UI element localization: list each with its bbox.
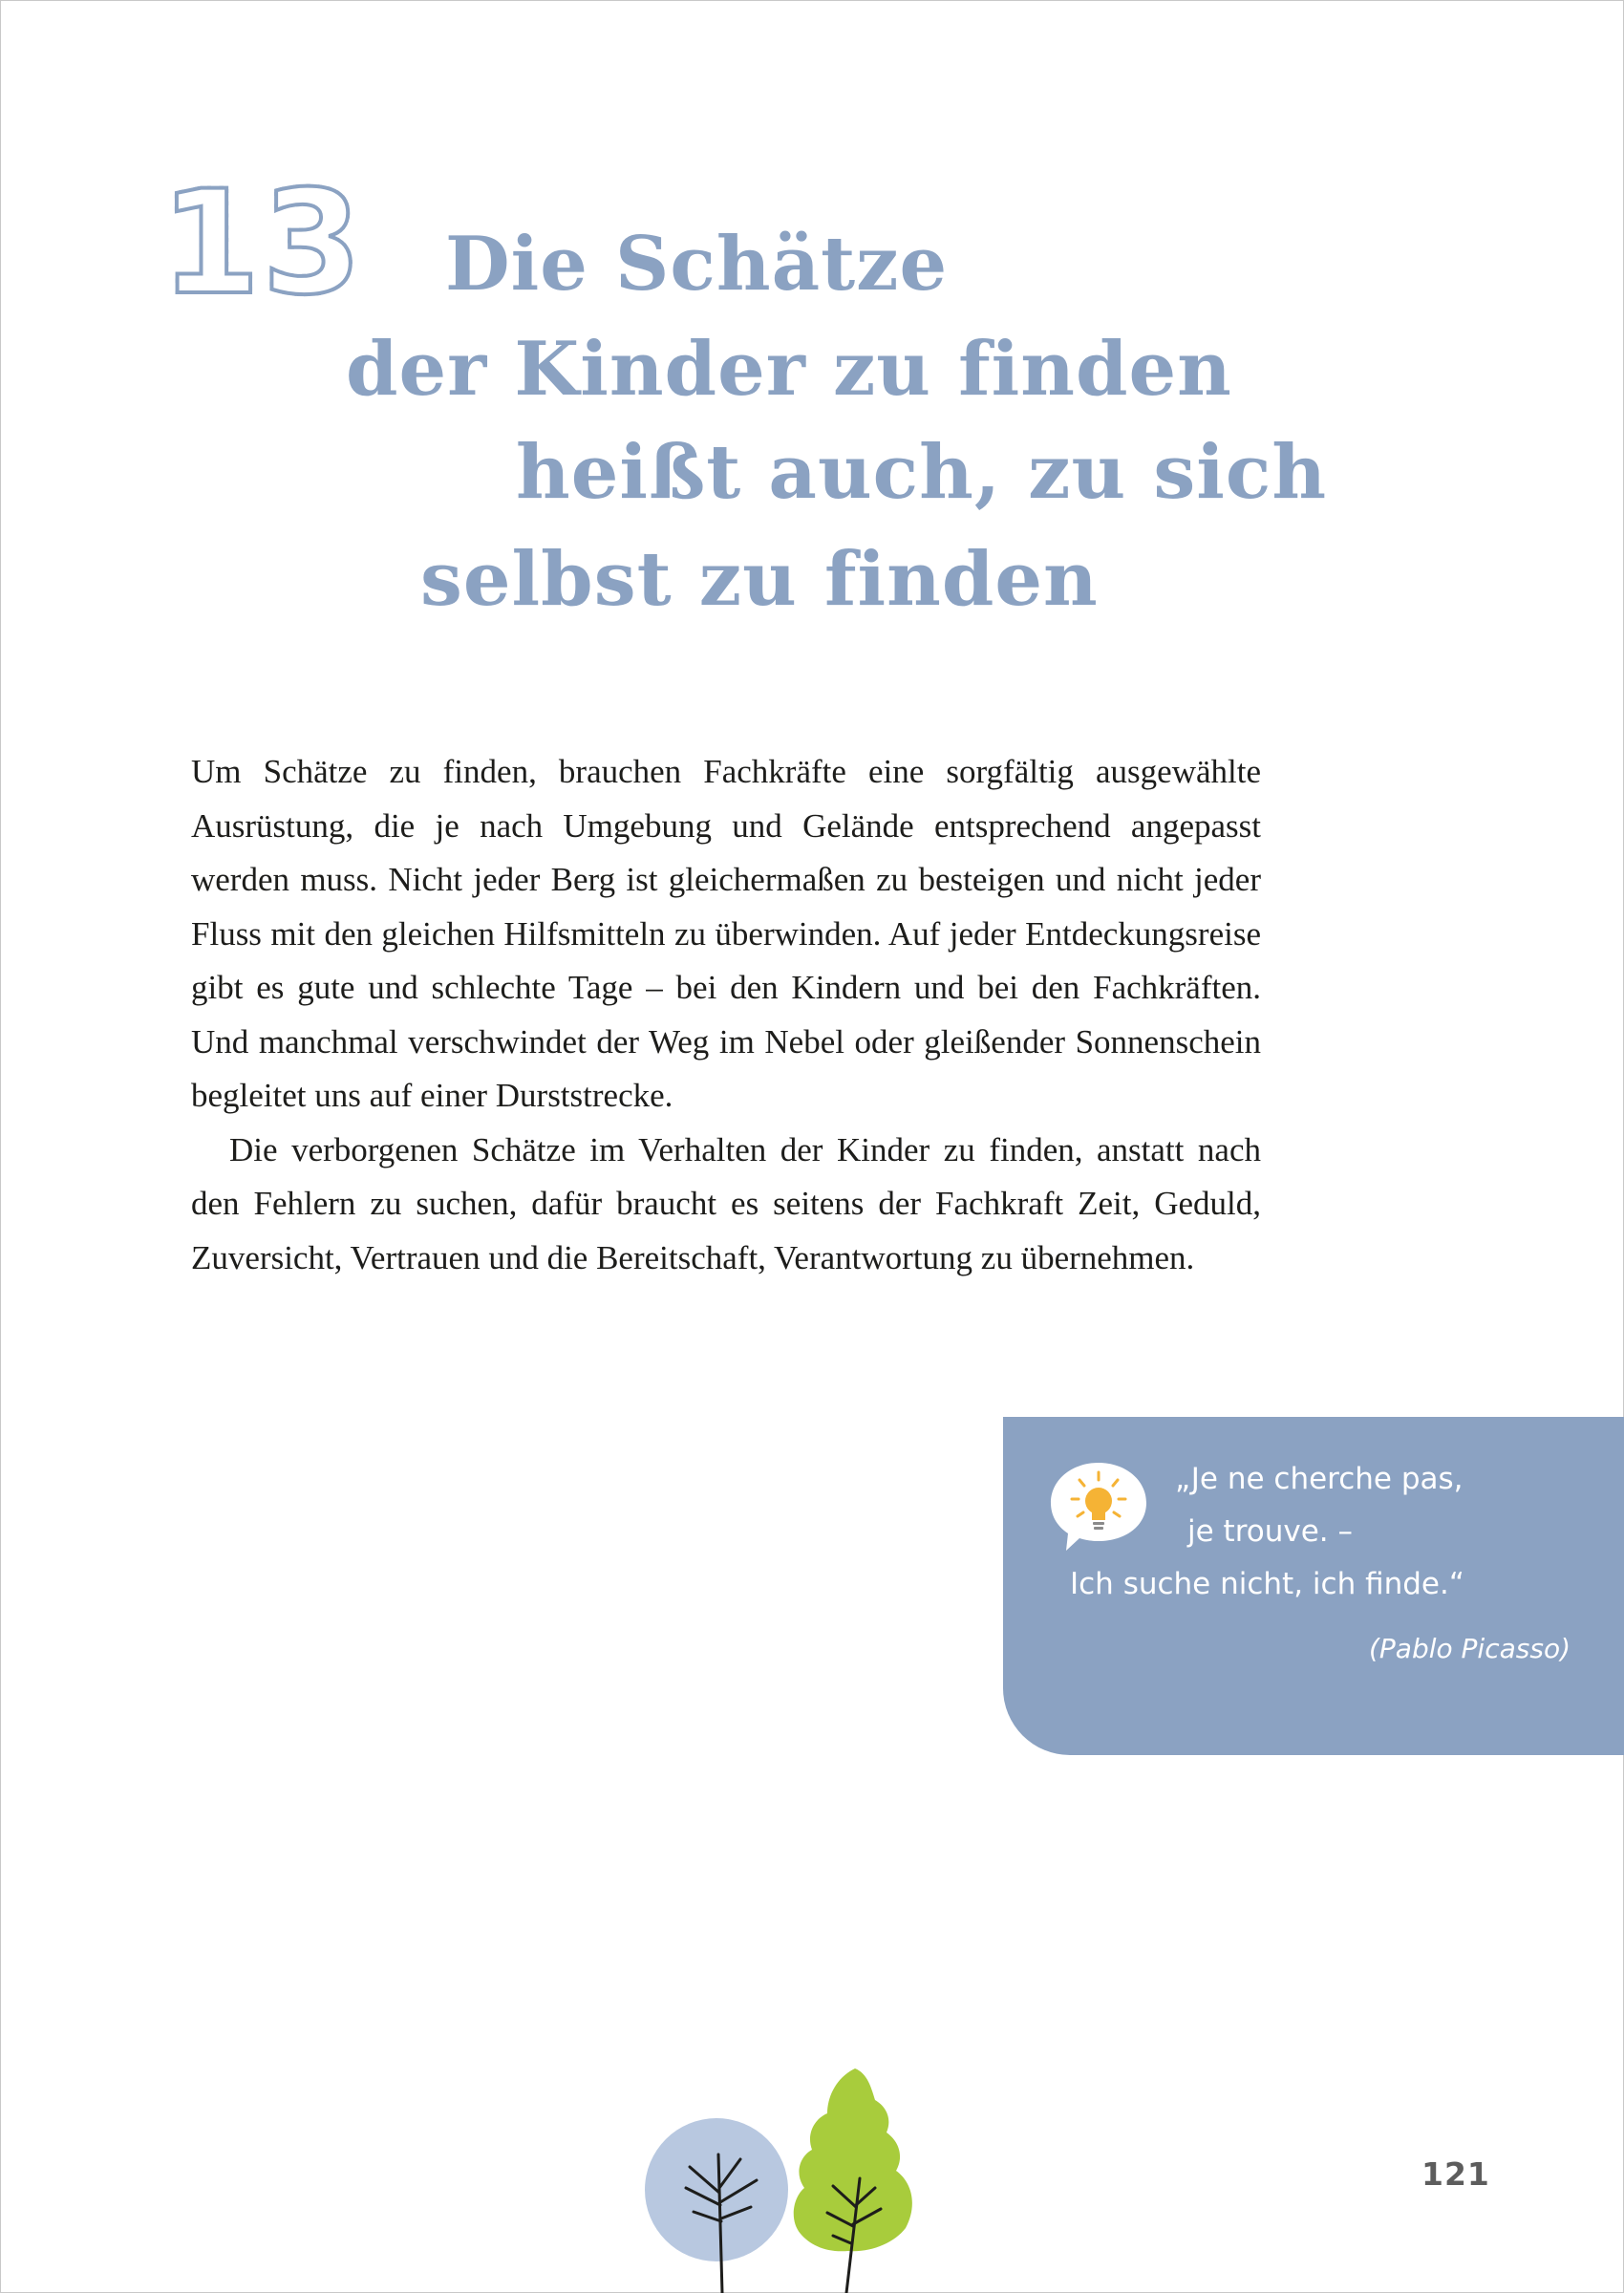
body-paragraph-2: Die verborgenen Schätze im Verhalten der Kinder zu finden, anstatt nach den Fehlern zu suchen, dafür braucht es seitens der Fachkraft Zeit, Geduld, Zuversicht, Vertrauen und die Bereitschaft, Verantwortung zu übernehmen. [191,1130,1261,1276]
quote-box [1003,1417,1624,1755]
quote-line-2: je trouve. – [1187,1514,1353,1549]
lightbulb-speech-bubble-icon [1041,1455,1156,1560]
body-paragraph-1: Um Schätze zu finden, brauchen Fachkräfte eine sorgfältig ausgewählte Ausrüstung, die je nach Umgebung und Gelände entsprechend angepasst werden muss. Nicht jeder Berg ist gleichermaßen zu besteigen und nicht jeder Fluss mit den gleichen Hilfsmitteln zu überwinden. Auf jeder Entdeckungsreise gibt es gute und schlechte Tage – bei den Kindern und bei den Fachkräften. Und manchmal verschwindet der Weg im Nebel oder gleißender Sonnenschein begleitet uns auf einer Durststrecke. [191,753,1261,1114]
chapter-number: 13 [160,161,364,327]
page-number: 121 [1421,2155,1490,2193]
quote-author: (Pablo Picasso) [1369,1633,1571,1664]
body-text [191,745,1261,1285]
chapter-title-line-4: selbst zu finden [420,536,1099,623]
quote-line-1: „Je ne cherche pas, [1175,1462,1464,1496]
chapter-title-line-3: heißt auch, zu sich [516,429,1328,516]
chapter-title-line-2: der Kinder zu finden [346,326,1232,413]
quote-line-3: Ich suche nicht, ich finde.“ [1070,1567,1464,1601]
trees-illustration [630,2054,974,2293]
chapter-title-line-1: Die Schätze [445,221,949,308]
